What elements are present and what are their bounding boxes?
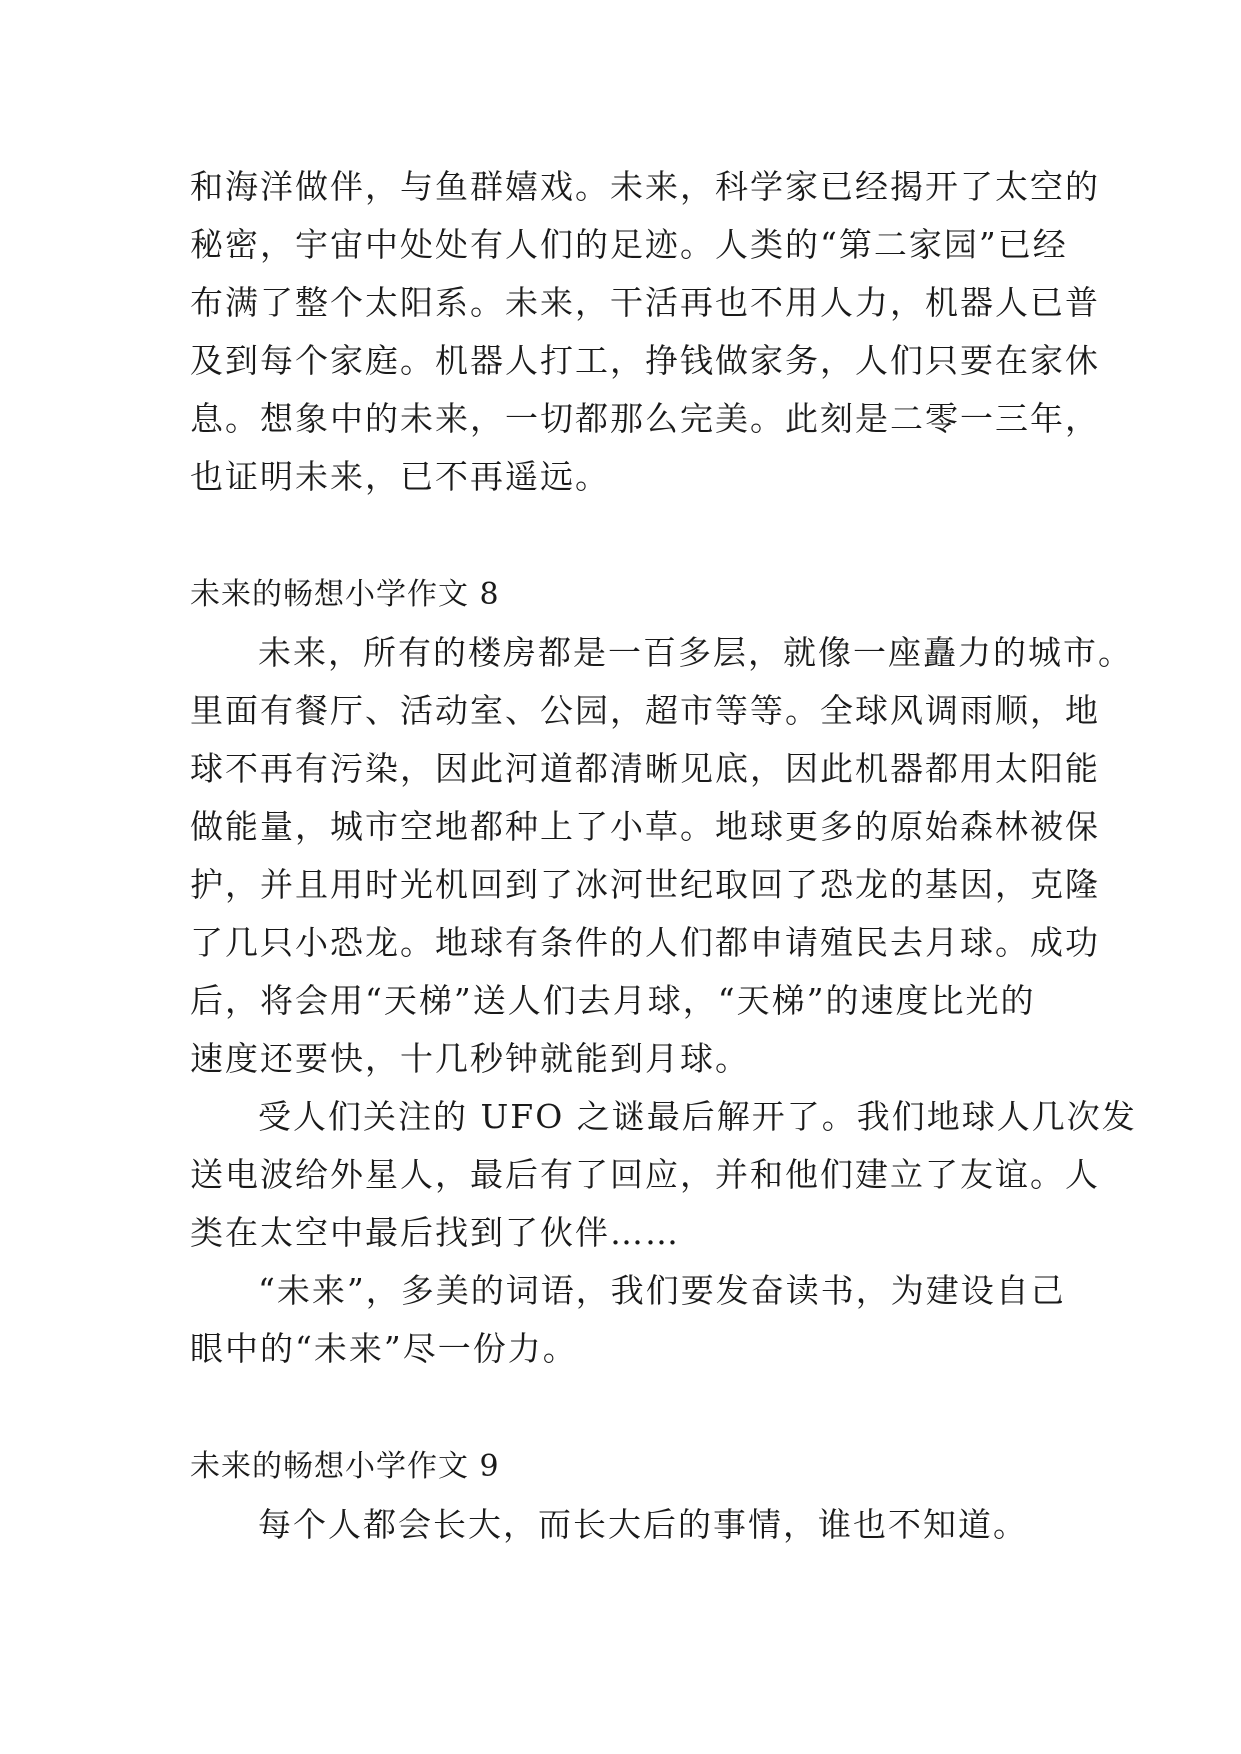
section-8-paragraph-2 [190,1088,1137,1262]
section-8-paragraph-3 [190,1262,1066,1378]
text-line: 布满了整个太阳系。未来，干活再也不用人力，机器人已普 [190,283,1100,322]
paragraph-continued [190,158,1100,506]
text-line: 后，将会用“天梯”送人们去月球，“天梯”的速度比光的 [190,981,1036,1020]
text-line: 秘密，宇宙中处处有人们的足迹。人类的“第二家园”已经 [190,225,1068,264]
text-line: 了几只小恐龙。地球有条件的人们都申请殖民去月球。成功 [190,923,1100,962]
text-line: 息。想象中的未来，一切都那么完美。此刻是二零一三年， [190,399,1100,438]
section-spacer [190,1378,1060,1438]
text-line: 里面有餐厅、活动室、公园，超市等等。全球风调雨顺，地 [190,691,1100,730]
text-line: 也证明未来，已不再遥远。 [190,457,610,496]
text-line: 未来，所有的楼房都是一百多层，就像一座矗力的城市。 [258,633,1133,672]
text-line: 和海洋做伴，与鱼群嬉戏。未来，科学家已经揭开了太空的 [190,167,1100,206]
text-line: 每个人都会长大，而长大后的事情，谁也不知道。 [258,1505,1028,1544]
text-line: 类在太空中最后找到了伙伴…… [190,1213,680,1252]
text-line: 做能量，城市空地都种上了小草。地球更多的原始森林被保 [190,807,1100,846]
document-page [190,158,1137,1554]
text-line: 护，并且用时光机回到了冰河世纪取回了恐龙的基因，克隆 [190,865,1100,904]
section-title-8: 未来的畅想小学作文 8 [190,577,500,612]
section-8-paragraph-1 [190,624,1133,1088]
section-spacer [190,506,1060,566]
section-9-paragraph-1 [190,1496,1060,1554]
text-line: 球不再有污染，因此河道都清晰见底，因此机器都用太阳能 [190,749,1100,788]
section-title-9: 未来的畅想小学作文 9 [190,1449,500,1484]
text-line: “未来”，多美的词语，我们要发奋读书，为建设自己 [258,1271,1066,1310]
text-line: 及到每个家庭。机器人打工，挣钱做家务，人们只要在家休 [190,341,1100,380]
text-line: 受人们关注的 UFO 之谜最后解开了。我们地球人几次发 [258,1097,1137,1136]
text-line: 眼中的“未来”尽一份力。 [190,1329,578,1368]
text-line: 速度还要快，十几秒钟就能到月球。 [190,1039,750,1078]
text-line: 送电波给外星人，最后有了回应，并和他们建立了友谊。人 [190,1155,1100,1194]
